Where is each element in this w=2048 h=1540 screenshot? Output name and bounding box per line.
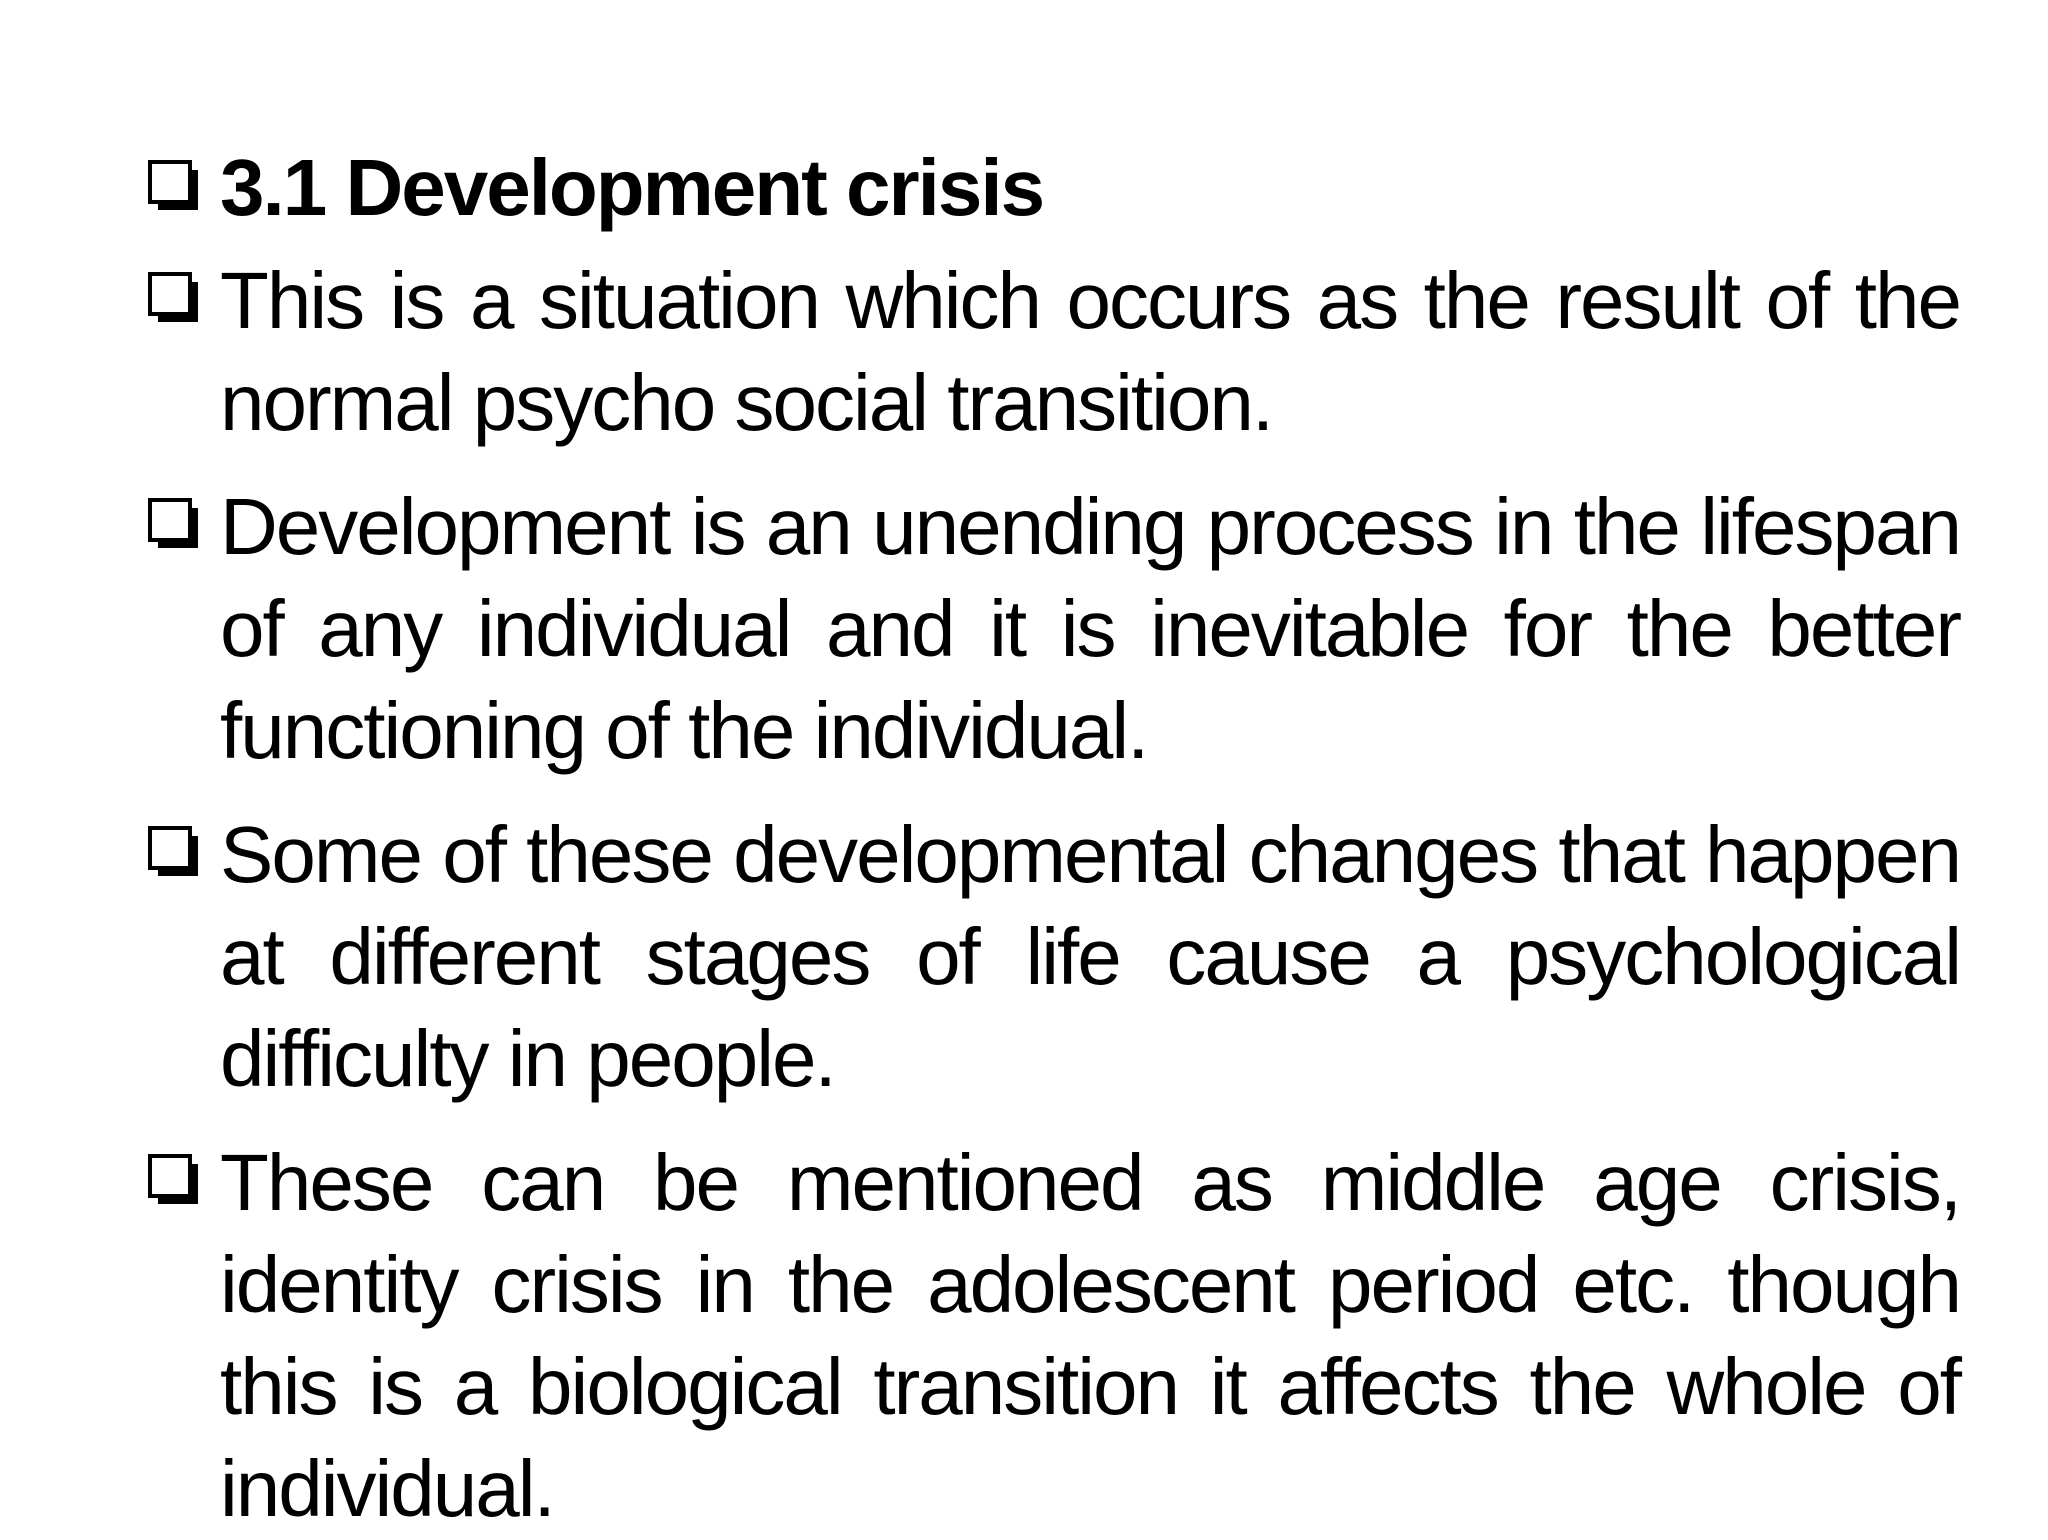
- bullet-item: [148, 476, 1960, 782]
- bullet-text: Development is an unending process in the lifespan of any individual and it is inevitable for the better functioning of the individual.: [220, 482, 1960, 775]
- hollow-square-bullet-icon: [148, 1154, 200, 1206]
- bullet-item: [148, 1132, 1960, 1540]
- bullet-list: [148, 140, 1960, 1540]
- hollow-square-bullet-icon: [148, 160, 200, 212]
- hollow-square-bullet-icon: [148, 272, 200, 324]
- heading-text: 3.1 Development crisis: [220, 143, 1044, 232]
- bullet-item: [148, 250, 1960, 454]
- bullet-item: [148, 804, 1960, 1110]
- bullet-text: Some of these developmental changes that happen at different stages of life cause a psychological difficulty in people.: [220, 810, 1960, 1103]
- bullet-text: This is a situation which occurs as the result of the normal psycho social transition.: [220, 256, 1960, 447]
- bullet-text: These can be mentioned as middle age crisis, identity crisis in the adolescent period etc. though this is a biological transition it affects the whole of individual.: [220, 1138, 1960, 1533]
- hollow-square-bullet-icon: [148, 498, 200, 550]
- hollow-square-bullet-icon: [148, 826, 200, 878]
- slide-heading: [148, 140, 1960, 236]
